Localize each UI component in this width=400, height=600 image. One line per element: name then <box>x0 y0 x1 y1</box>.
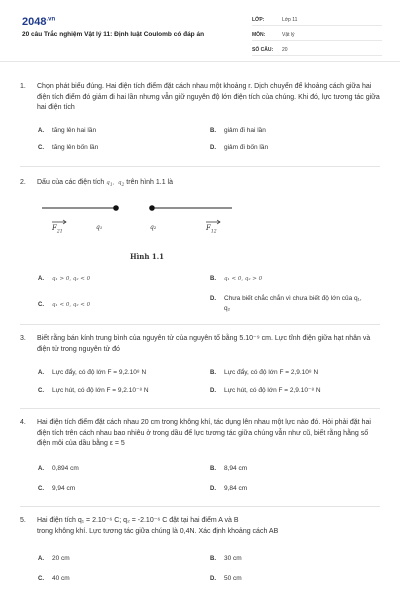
charge-q2-dot <box>149 205 155 211</box>
option-text: 9,84 cm <box>224 485 248 492</box>
meta-label: SỐ CÂU: <box>252 46 274 53</box>
divider <box>20 408 380 409</box>
option-letter: C. <box>38 576 44 582</box>
option-b[interactable] <box>210 554 242 564</box>
question-text <box>37 178 382 192</box>
option-letter: D. <box>210 145 216 151</box>
option-text: Lực đẩy, có độ lớn F = 9,2.10⁸ N <box>52 369 147 376</box>
question-4-options <box>20 464 380 494</box>
option-d[interactable] <box>210 143 268 153</box>
label-q1: q₁ <box>96 224 103 231</box>
option-letter: B. <box>210 370 216 376</box>
math-symbol: $q_1$, $q_2$ <box>106 180 125 189</box>
option-letter: A. <box>38 370 44 376</box>
meta-label: LỚP: <box>252 16 265 23</box>
subscript: 2 <box>121 183 125 189</box>
document-title: 20 câu Trắc nghiệm Vật lý 11: Định luật Coulomb có đáp án <box>22 31 205 38</box>
force-subscript: 12 <box>210 229 217 235</box>
option-letter: D. <box>210 576 216 582</box>
option-text: 30 cm <box>224 555 242 562</box>
meta-row-class <box>252 14 382 26</box>
option-b[interactable] <box>210 368 318 378</box>
question-3-options <box>20 368 380 396</box>
meta-panel <box>252 14 382 59</box>
question-text <box>37 516 382 537</box>
option-d[interactable] <box>210 294 375 314</box>
question-number: 3. <box>20 335 26 342</box>
question-4 <box>20 418 380 454</box>
symbol: q <box>106 180 110 186</box>
option-letter: C. <box>38 302 44 308</box>
site-logo[interactable] <box>22 16 55 28</box>
question-text: Hai điện tích điểm đặt cách nhau 20 cm trong không khí, tác dụng lên nhau một lực nào đó. Hỏi phải đặt hai điện tích trên cách nhau bao nhiêu ở trong dầu để lực tương tác giữa chúng vẫn như cũ, biết rằng hằng số điện môi của dầu bằng ε = 5 <box>37 419 371 447</box>
figure-1-1 <box>42 198 262 268</box>
divider <box>20 324 380 325</box>
force-symbol: F <box>206 224 211 232</box>
option-text: giảm đi bốn lần <box>224 144 269 151</box>
option-c[interactable] <box>38 143 98 153</box>
question-1 <box>20 82 380 122</box>
option-letter: B. <box>210 276 216 282</box>
option-text: Lực đẩy, có độ lớn F = 2,9.10⁸ N <box>224 369 319 376</box>
question-text: Biết rằng bán kính trung bình của nguyên tử của nguyên tố bằng 5.10⁻⁹ cm. Lực tĩnh điện giữa hạt nhân và điện tử trong nguyên tử đó <box>37 335 371 353</box>
meta-value: 20 <box>282 46 288 53</box>
meta-label: MÔN: <box>252 31 266 38</box>
option-c[interactable] <box>38 484 75 494</box>
label-q2: q₂ <box>150 224 157 231</box>
label-f12 <box>206 224 217 234</box>
option-text: 40 cm <box>52 575 70 582</box>
divider <box>20 166 380 167</box>
option-text: tăng lên hai lần <box>52 127 97 134</box>
option-letter: C. <box>38 486 44 492</box>
option-letter: A. <box>38 276 44 282</box>
question-2 <box>20 178 380 190</box>
option-text: 20 cm <box>52 555 70 562</box>
option-text: q₁ < 0, q₂ > 0 <box>224 276 263 282</box>
question-number: 1. <box>20 83 26 90</box>
question-text-line-1: Hai điện tích q₁ = 2.10⁻⁶ C; q₂ = -2.10⁻⁶ C đặt tại hai điểm A và B <box>37 517 239 524</box>
option-letter: A. <box>38 466 44 472</box>
question-text-line-2: trong không khí. Lực tương tác giữa chúng là 0,4N. Xác định khoảng cách AB <box>37 527 279 535</box>
option-letter: A. <box>38 128 44 134</box>
option-b[interactable] <box>210 126 266 136</box>
option-letter: B. <box>210 556 216 562</box>
option-b[interactable] <box>210 464 247 474</box>
option-a[interactable] <box>38 554 70 564</box>
option-text: q₁ < 0, q₂ < 0 <box>52 302 91 308</box>
force-subscript: 21 <box>56 229 63 235</box>
option-a[interactable] <box>38 368 146 378</box>
page-header <box>0 0 400 62</box>
option-a[interactable] <box>38 464 79 474</box>
option-text: Lực hút, có độ lớn F = 9,2.10⁻⁸ N <box>52 387 149 394</box>
option-d[interactable] <box>210 386 321 396</box>
divider <box>20 506 380 507</box>
option-text: 9,94 cm <box>52 485 76 492</box>
question-number: 5. <box>20 517 26 524</box>
option-a[interactable] <box>38 126 96 136</box>
option-letter: D. <box>210 296 216 302</box>
question-text: Chọn phát biểu đúng. Hai điện tích điểm đặt cách nhau một khoảng r. Dịch chuyển để khoảng cách giữa hai điện tích điểm đó giảm đi hai lần nhưng vẫn giữ nguyên độ lớn điện tích của chúng. Khi đó, lực tương tác giữa hai điện tích <box>37 83 380 111</box>
option-text: tăng lên bốn lần <box>52 144 99 151</box>
figure-caption: Hình 1.1 <box>129 252 165 261</box>
question-1-options <box>20 126 380 154</box>
option-letter: B. <box>210 128 216 134</box>
option-letter: D. <box>210 388 216 394</box>
option-c[interactable] <box>38 574 70 584</box>
question-number: 2. <box>20 179 26 186</box>
question-2-options <box>20 274 380 322</box>
force-symbol: F <box>52 224 57 232</box>
question-5-options <box>20 554 380 584</box>
question-number: 4. <box>20 419 26 426</box>
option-text: Chưa biết chắc chắn vì chưa biết độ lớn của q₁, q₂ <box>224 295 362 312</box>
option-text: Lực hút, có độ lớn F = 2,9.10⁻⁸ N <box>224 387 321 394</box>
meta-row-subject <box>252 29 382 41</box>
label-f21 <box>52 224 63 234</box>
option-text: 8,94 cm <box>224 465 248 472</box>
meta-row-count <box>252 44 382 56</box>
charge-q1-dot <box>113 205 119 211</box>
symbol: q <box>117 180 122 186</box>
option-text: q₁ > 0, q₂ < 0 <box>52 276 91 282</box>
option-text: 50 cm <box>224 575 242 582</box>
question-text-part: trên hình 1.1 là <box>126 179 173 186</box>
meta-value: Lớp 11 <box>282 16 298 23</box>
option-text: 0,894 cm <box>52 465 79 472</box>
option-a[interactable] <box>38 274 90 284</box>
option-c[interactable] <box>38 300 90 310</box>
option-letter: A. <box>38 556 44 562</box>
option-letter: D. <box>210 486 216 492</box>
option-letter: C. <box>38 388 44 394</box>
option-letter: C. <box>38 145 44 151</box>
option-text: giảm đi hai lần <box>224 127 266 134</box>
option-c[interactable] <box>38 386 149 396</box>
question-5 <box>20 516 380 540</box>
option-b[interactable] <box>210 274 262 284</box>
question-text-part: Dấu của các điện tích <box>37 179 105 186</box>
option-letter: B. <box>210 466 216 472</box>
subscript: 1 <box>109 183 113 189</box>
logo-main: 2048 <box>22 16 47 28</box>
option-d[interactable] <box>210 484 247 494</box>
option-d[interactable] <box>210 574 242 584</box>
logo-sub: .vn <box>46 16 56 23</box>
meta-value: Vật lý <box>282 31 295 38</box>
question-3 <box>20 334 380 358</box>
